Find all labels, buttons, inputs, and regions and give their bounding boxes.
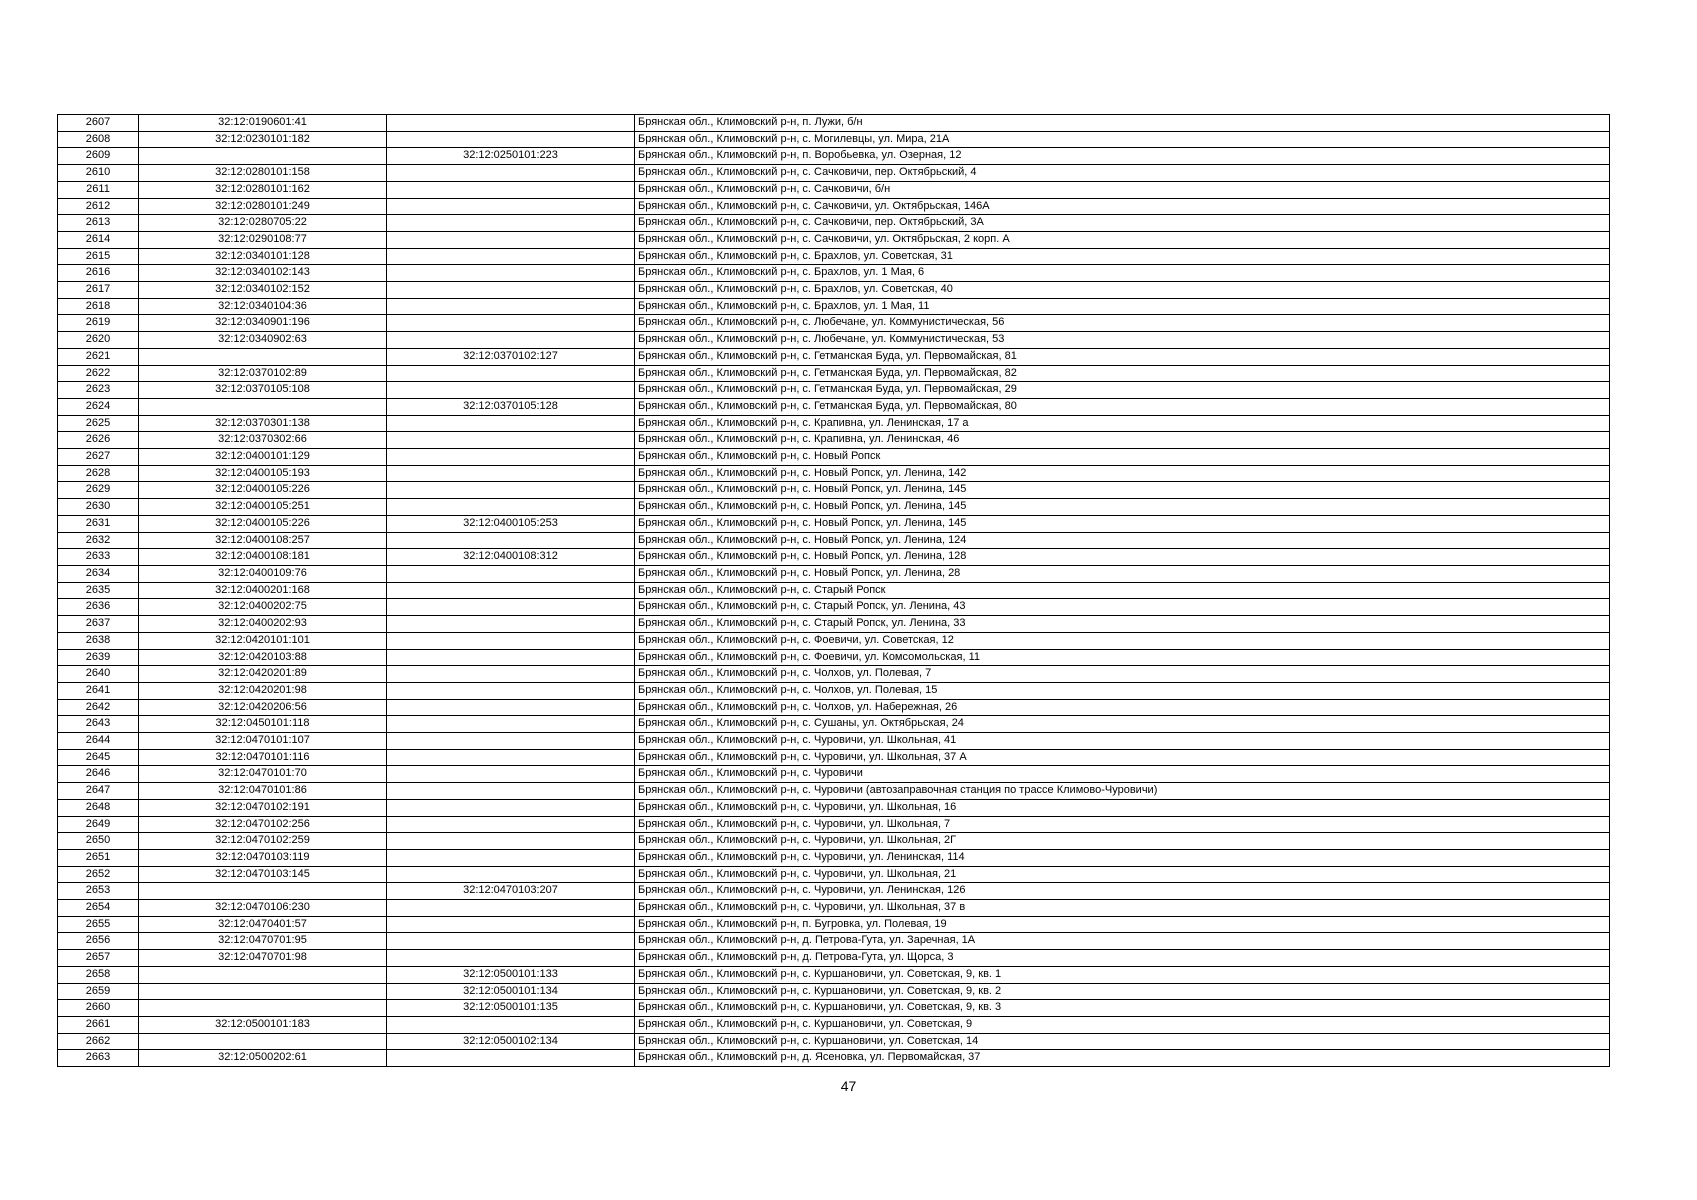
- page-number: 47: [840, 1078, 857, 1094]
- address-cell: Брянская обл., Климовский р-н, с. Сушаны, ул. Октябрьская, 24: [635, 716, 1610, 733]
- cadastral-number-2-cell: [387, 749, 635, 766]
- address-cell: Брянская обл., Климовский р-н, с. Чуровичи, ул. Школьная, 2Г: [635, 833, 1610, 850]
- address-cell: Брянская обл., Климовский р-н, с. Старый Ропск, ул. Ленина, 43: [635, 599, 1610, 616]
- row-number-cell: 2647: [58, 783, 139, 800]
- cadastral-number-cell: 32:12:0280705:22: [139, 215, 387, 232]
- cadastral-number-2-cell: [387, 198, 635, 215]
- cadastral-number-cell: 32:12:0420201:98: [139, 682, 387, 699]
- cadastral-number-2-cell: [387, 332, 635, 349]
- table-row: [58, 532, 1610, 549]
- cadastral-number-2-cell: [387, 415, 635, 432]
- cadastral-number-2-cell: 32:12:0250101:223: [387, 148, 635, 165]
- cadastral-number-2-cell: 32:12:0370102:127: [387, 348, 635, 365]
- address-cell: Брянская обл., Климовский р-н, с. Чуровичи, ул. Школьная, 37 А: [635, 749, 1610, 766]
- address-cell: Брянская обл., Климовский р-н, с. Фоевичи, ул. Комсомольская, 11: [635, 649, 1610, 666]
- row-number-cell: 2640: [58, 666, 139, 683]
- address-cell: Брянская обл., Климовский р-н, с. Гетманская Буда, ул. Первомайская, 82: [635, 365, 1610, 382]
- address-cell: Брянская обл., Климовский р-н, с. Брахлов, ул. Советская, 31: [635, 248, 1610, 265]
- address-cell: Брянская обл., Климовский р-н, с. Новый Ропск, ул. Ленина, 128: [635, 549, 1610, 566]
- row-number-cell: 2642: [58, 699, 139, 716]
- address-cell: Брянская обл., Климовский р-н, с. Гетманская Буда, ул. Первомайская, 80: [635, 398, 1610, 415]
- table-row: [58, 398, 1610, 415]
- row-number-cell: 2656: [58, 933, 139, 950]
- row-number-cell: 2622: [58, 365, 139, 382]
- address-cell: Брянская обл., Климовский р-н, с. Старый Ропск, ул. Ленина, 33: [635, 616, 1610, 633]
- table-row: [58, 298, 1610, 315]
- cadastral-number-2-cell: [387, 315, 635, 332]
- cadastral-number-2-cell: 32:12:0400105:253: [387, 515, 635, 532]
- address-cell: Брянская обл., Климовский р-н, с. Чуровичи, ул. Школьная, 21: [635, 866, 1610, 883]
- table-row: [58, 365, 1610, 382]
- address-cell: Брянская обл., Климовский р-н, с. Брахлов, ул. 1 Мая, 6: [635, 265, 1610, 282]
- cadastral-number-2-cell: 32:12:0500101:134: [387, 983, 635, 1000]
- table-row: [58, 983, 1610, 1000]
- cadastral-number-cell: 32:12:0470102:259: [139, 833, 387, 850]
- address-cell: Брянская обл., Климовский р-н, с. Новый Ропск, ул. Ленина, 145: [635, 515, 1610, 532]
- table-row: [58, 916, 1610, 933]
- address-cell: Брянская обл., Климовский р-н, с. Куршановичи, ул. Советская, 9, кв. 1: [635, 966, 1610, 983]
- address-cell: Брянская обл., Климовский р-н, с. Брахлов, ул. Советская, 40: [635, 282, 1610, 299]
- cadastral-number-cell: 32:12:0470103:145: [139, 866, 387, 883]
- table-row: [58, 382, 1610, 399]
- cadastral-number-2-cell: [387, 532, 635, 549]
- address-cell: Брянская обл., Климовский р-н, с. Брахлов, ул. 1 Мая, 11: [635, 298, 1610, 315]
- row-number-cell: 2615: [58, 248, 139, 265]
- table-row: [58, 282, 1610, 299]
- cadastral-number-cell: 32:12:0470102:191: [139, 799, 387, 816]
- cadastral-number-cell: 32:12:0340902:63: [139, 332, 387, 349]
- table-row: [58, 231, 1610, 248]
- cadastral-number-cell: 32:12:0340104:36: [139, 298, 387, 315]
- cadastral-number-cell: 32:12:0400108:181: [139, 549, 387, 566]
- table-row: [58, 1050, 1610, 1067]
- address-cell: Брянская обл., Климовский р-н, с. Куршановичи, ул. Советская, 14: [635, 1033, 1610, 1050]
- table-row: [58, 900, 1610, 917]
- cadastral-number-cell: 32:12:0470101:86: [139, 783, 387, 800]
- row-number-cell: 2616: [58, 265, 139, 282]
- cadastral-number-cell: 32:12:0500202:61: [139, 1050, 387, 1067]
- cadastral-number-2-cell: [387, 632, 635, 649]
- row-number-cell: 2614: [58, 231, 139, 248]
- cadastral-number-cell: 32:12:0400202:93: [139, 616, 387, 633]
- address-cell: Брянская обл., Климовский р-н, с. Чолхов, ул. Набережная, 26: [635, 699, 1610, 716]
- cadastral-number-2-cell: [387, 933, 635, 950]
- cadastral-number-cell: [139, 348, 387, 365]
- table-row: [58, 933, 1610, 950]
- table-row: [58, 198, 1610, 215]
- cadastral-number-2-cell: [387, 950, 635, 967]
- cadastral-number-2-cell: [387, 231, 635, 248]
- address-cell: Брянская обл., Климовский р-н, д. Петрова-Гута, ул. Заречная, 1А: [635, 933, 1610, 950]
- cadastral-number-2-cell: [387, 1016, 635, 1033]
- cadastral-number-cell: [139, 398, 387, 415]
- cadastral-number-cell: [139, 983, 387, 1000]
- table-row: [58, 215, 1610, 232]
- row-number-cell: 2632: [58, 532, 139, 549]
- cadastral-number-cell: 32:12:0500101:183: [139, 1016, 387, 1033]
- cadastral-number-2-cell: [387, 783, 635, 800]
- table-row: [58, 783, 1610, 800]
- cadastral-number-cell: 32:12:0280101:162: [139, 181, 387, 198]
- address-cell: Брянская обл., Климовский р-н, д. Петрова-Гута, ул. Щорса, 3: [635, 950, 1610, 967]
- cadastral-number-2-cell: 32:12:0500101:133: [387, 966, 635, 983]
- address-cell: Брянская обл., Климовский р-н, с. Чуровичи (автозаправочная станция по трассе Климово-Чуровичи): [635, 783, 1610, 800]
- table-row: [58, 716, 1610, 733]
- cadastral-number-2-cell: [387, 365, 635, 382]
- address-cell: Брянская обл., Климовский р-н, с. Куршановичи, ул. Советская, 9: [635, 1016, 1610, 1033]
- cadastral-number-2-cell: [387, 248, 635, 265]
- cadastral-number-2-cell: [387, 565, 635, 582]
- row-number-cell: 2619: [58, 315, 139, 332]
- row-number-cell: 2652: [58, 866, 139, 883]
- row-number-cell: 2650: [58, 833, 139, 850]
- row-number-cell: 2617: [58, 282, 139, 299]
- address-cell: Брянская обл., Климовский р-н, с. Куршановичи, ул. Советская, 9, кв. 2: [635, 983, 1610, 1000]
- table-row: [58, 499, 1610, 516]
- row-number-cell: 2659: [58, 983, 139, 1000]
- table-row: [58, 816, 1610, 833]
- row-number-cell: 2636: [58, 599, 139, 616]
- cadastral-number-2-cell: [387, 649, 635, 666]
- cadastral-number-2-cell: [387, 482, 635, 499]
- cadastral-number-cell: 32:12:0450101:118: [139, 716, 387, 733]
- address-cell: Брянская обл., Климовский р-н, с. Новый Ропск, ул. Ленина, 142: [635, 465, 1610, 482]
- table-row: [58, 682, 1610, 699]
- table-row: [58, 565, 1610, 582]
- table-row: [58, 248, 1610, 265]
- row-number-cell: 2649: [58, 816, 139, 833]
- table-row: [58, 599, 1610, 616]
- table-row: [58, 131, 1610, 148]
- cadastral-number-2-cell: [387, 599, 635, 616]
- address-cell: Брянская обл., Климовский р-н, с. Новый Ропск, ул. Ленина, 145: [635, 482, 1610, 499]
- cadastral-number-2-cell: [387, 499, 635, 516]
- cadastral-number-2-cell: [387, 666, 635, 683]
- cadastral-number-cell: 32:12:0370105:108: [139, 382, 387, 399]
- table-row: [58, 1033, 1610, 1050]
- table-row: [58, 632, 1610, 649]
- cadastral-number-cell: 32:12:0470101:70: [139, 766, 387, 783]
- address-cell: Брянская обл., Климовский р-н, с. Сачковичи, ул. Октябрьская, 2 корп. А: [635, 231, 1610, 248]
- row-number-cell: 2653: [58, 883, 139, 900]
- cadastral-number-2-cell: [387, 465, 635, 482]
- cadastral-number-cell: 32:12:0470701:95: [139, 933, 387, 950]
- row-number-cell: 2662: [58, 1033, 139, 1050]
- table-row: [58, 883, 1610, 900]
- row-number-cell: 2637: [58, 616, 139, 633]
- cadastral-number-cell: 32:12:0400105:193: [139, 465, 387, 482]
- address-cell: Брянская обл., Климовский р-н, с. Чолхов, ул. Полевая, 15: [635, 682, 1610, 699]
- cadastral-number-2-cell: 32:12:0400108:312: [387, 549, 635, 566]
- table-row: [58, 733, 1610, 750]
- cadastral-number-cell: 32:12:0400101:129: [139, 449, 387, 466]
- cadastral-number-cell: 32:12:0470701:98: [139, 950, 387, 967]
- cadastral-number-2-cell: [387, 165, 635, 182]
- cadastral-number-cell: 32:12:0420206:56: [139, 699, 387, 716]
- row-number-cell: 2627: [58, 449, 139, 466]
- row-number-cell: 2611: [58, 181, 139, 198]
- table-row: [58, 866, 1610, 883]
- row-number-cell: 2621: [58, 348, 139, 365]
- cadastral-number-2-cell: [387, 382, 635, 399]
- cadastral-number-2-cell: [387, 849, 635, 866]
- row-number-cell: 2610: [58, 165, 139, 182]
- cadastral-number-cell: 32:12:0400108:257: [139, 532, 387, 549]
- row-number-cell: 2613: [58, 215, 139, 232]
- row-number-cell: 2644: [58, 733, 139, 750]
- address-cell: Брянская обл., Климовский р-н, с. Гетманская Буда, ул. Первомайская, 29: [635, 382, 1610, 399]
- row-number-cell: 2646: [58, 766, 139, 783]
- cadastral-number-cell: [139, 966, 387, 983]
- row-number-cell: 2658: [58, 966, 139, 983]
- cadastral-number-cell: 32:12:0400105:226: [139, 482, 387, 499]
- row-number-cell: 2623: [58, 382, 139, 399]
- table-row: [58, 449, 1610, 466]
- row-number-cell: 2638: [58, 632, 139, 649]
- address-cell: Брянская обл., Климовский р-н, с. Новый Ропск, ул. Ленина, 28: [635, 565, 1610, 582]
- cadastral-number-cell: 32:12:0470102:256: [139, 816, 387, 833]
- row-number-cell: 2618: [58, 298, 139, 315]
- address-cell: Брянская обл., Климовский р-н, с. Чуровичи, ул. Ленинская, 126: [635, 883, 1610, 900]
- cadastral-number-2-cell: [387, 298, 635, 315]
- table-row: [58, 799, 1610, 816]
- table-row: [58, 432, 1610, 449]
- address-cell: Брянская обл., Климовский р-н, с. Чуровичи: [635, 766, 1610, 783]
- cadastral-number-cell: 32:12:0400202:75: [139, 599, 387, 616]
- cadastral-number-cell: 32:12:0420103:88: [139, 649, 387, 666]
- address-cell: Брянская обл., Климовский р-н, с. Куршановичи, ул. Советская, 9, кв. 3: [635, 1000, 1610, 1017]
- row-number-cell: 2624: [58, 398, 139, 415]
- cadastral-number-cell: 32:12:0340102:143: [139, 265, 387, 282]
- cadastral-number-2-cell: [387, 682, 635, 699]
- table-row: [58, 1000, 1610, 1017]
- address-cell: Брянская обл., Климовский р-н, д. Ясеновка, ул. Первомайская, 37: [635, 1050, 1610, 1067]
- cadastral-number-2-cell: [387, 799, 635, 816]
- cadastral-number-cell: 32:12:0340901:196: [139, 315, 387, 332]
- table-row: [58, 833, 1610, 850]
- row-number-cell: 2641: [58, 682, 139, 699]
- cadastral-number-2-cell: [387, 282, 635, 299]
- cadastral-number-cell: 32:12:0340101:128: [139, 248, 387, 265]
- table-row: [58, 265, 1610, 282]
- cadastral-number-cell: 32:12:0190601:41: [139, 115, 387, 132]
- table-row: [58, 616, 1610, 633]
- table-body: [58, 115, 1610, 1067]
- table-row: [58, 950, 1610, 967]
- address-cell: Брянская обл., Климовский р-н, с. Старый Ропск: [635, 582, 1610, 599]
- cadastral-number-cell: 32:12:0420201:89: [139, 666, 387, 683]
- cadastral-number-cell: 32:12:0340102:152: [139, 282, 387, 299]
- cadastral-number-2-cell: [387, 582, 635, 599]
- cadastral-number-cell: 32:12:0470401:57: [139, 916, 387, 933]
- row-number-cell: 2654: [58, 900, 139, 917]
- cadastral-number-cell: 32:12:0400105:251: [139, 499, 387, 516]
- cadastral-number-2-cell: [387, 131, 635, 148]
- cadastral-number-cell: 32:12:0370102:89: [139, 365, 387, 382]
- address-cell: Брянская обл., Климовский р-н, с. Крапивна, ул. Ленинская, 46: [635, 432, 1610, 449]
- row-number-cell: 2630: [58, 499, 139, 516]
- table-row: [58, 1016, 1610, 1033]
- cadastral-number-2-cell: [387, 733, 635, 750]
- cadastral-number-cell: 32:12:0280101:249: [139, 198, 387, 215]
- cadastral-number-cell: 32:12:0280101:158: [139, 165, 387, 182]
- cadastral-number-2-cell: [387, 699, 635, 716]
- row-number-cell: 2648: [58, 799, 139, 816]
- cadastral-number-cell: 32:12:0370301:138: [139, 415, 387, 432]
- address-cell: Брянская обл., Климовский р-н, с. Любечане, ул. Коммунистическая, 56: [635, 315, 1610, 332]
- cadastral-number-cell: 32:12:0470106:230: [139, 900, 387, 917]
- cadastral-number-2-cell: 32:12:0370105:128: [387, 398, 635, 415]
- address-cell: Брянская обл., Климовский р-н, с. Любечане, ул. Коммунистическая, 53: [635, 332, 1610, 349]
- address-cell: Брянская обл., Климовский р-н, с. Фоевичи, ул. Советская, 12: [635, 632, 1610, 649]
- address-cell: Брянская обл., Климовский р-н, с. Гетманская Буда, ул. Первомайская, 81: [635, 348, 1610, 365]
- table-row: [58, 515, 1610, 532]
- address-cell: Брянская обл., Климовский р-н, с. Чуровичи, ул. Ленинская, 114: [635, 849, 1610, 866]
- table-row: [58, 181, 1610, 198]
- cadastral-number-cell: [139, 1033, 387, 1050]
- cadastral-number-2-cell: [387, 833, 635, 850]
- row-number-cell: 2657: [58, 950, 139, 967]
- address-cell: Брянская обл., Климовский р-н, с. Чуровичи, ул. Школьная, 16: [635, 799, 1610, 816]
- row-number-cell: 2661: [58, 1016, 139, 1033]
- row-number-cell: 2607: [58, 115, 139, 132]
- table-row: [58, 115, 1610, 132]
- table-row: [58, 465, 1610, 482]
- address-cell: Брянская обл., Климовский р-н, с. Могилевцы, ул. Мира, 21А: [635, 131, 1610, 148]
- cadastral-number-cell: [139, 883, 387, 900]
- address-cell: Брянская обл., Климовский р-н, с. Сачковичи, б/н: [635, 181, 1610, 198]
- cadastral-number-2-cell: 32:12:0470103:207: [387, 883, 635, 900]
- address-cell: Брянская обл., Климовский р-н, с. Новый Ропск, ул. Ленина, 145: [635, 499, 1610, 516]
- address-cell: Брянская обл., Климовский р-н, с. Чуровичи, ул. Школьная, 41: [635, 733, 1610, 750]
- row-number-cell: 2651: [58, 849, 139, 866]
- address-cell: Брянская обл., Климовский р-н, п. Воробьевка, ул. Озерная, 12: [635, 148, 1610, 165]
- cadastral-number-cell: 32:12:0400109:76: [139, 565, 387, 582]
- cadastral-number-cell: 32:12:0420101:101: [139, 632, 387, 649]
- cadastral-number-cell: 32:12:0470101:107: [139, 733, 387, 750]
- row-number-cell: 2631: [58, 515, 139, 532]
- address-cell: Брянская обл., Климовский р-н, с. Сачковичи, пер. Октябрьский, 4: [635, 165, 1610, 182]
- table-row: [58, 482, 1610, 499]
- cadastral-number-2-cell: [387, 900, 635, 917]
- row-number-cell: 2626: [58, 432, 139, 449]
- address-cell: Брянская обл., Климовский р-н, п. Лужи, б/н: [635, 115, 1610, 132]
- cadastral-number-cell: 32:12:0470101:116: [139, 749, 387, 766]
- address-cell: Брянская обл., Климовский р-н, с. Чуровичи, ул. Школьная, 7: [635, 816, 1610, 833]
- cadastral-number-2-cell: [387, 866, 635, 883]
- table-row: [58, 315, 1610, 332]
- cadastral-number-2-cell: [387, 1050, 635, 1067]
- table-row: [58, 582, 1610, 599]
- cadastral-number-cell: 32:12:0470103:119: [139, 849, 387, 866]
- row-number-cell: 2629: [58, 482, 139, 499]
- address-cell: Брянская обл., Климовский р-н, с. Чолхов, ул. Полевая, 7: [635, 666, 1610, 683]
- cadastral-number-2-cell: 32:12:0500101:135: [387, 1000, 635, 1017]
- cadastral-number-cell: [139, 148, 387, 165]
- cadastral-number-2-cell: [387, 215, 635, 232]
- row-number-cell: 2660: [58, 1000, 139, 1017]
- cadastral-number-2-cell: [387, 181, 635, 198]
- row-number-cell: 2620: [58, 332, 139, 349]
- table-row: [58, 332, 1610, 349]
- cadastral-number-cell: 32:12:0230101:182: [139, 131, 387, 148]
- cadastral-number-2-cell: [387, 449, 635, 466]
- row-number-cell: 2635: [58, 582, 139, 599]
- cadastral-number-2-cell: [387, 816, 635, 833]
- address-cell: Брянская обл., Климовский р-н, с. Новый Ропск, ул. Ленина, 124: [635, 532, 1610, 549]
- cadastral-number-2-cell: [387, 916, 635, 933]
- cadastral-number-2-cell: [387, 716, 635, 733]
- row-number-cell: 2655: [58, 916, 139, 933]
- row-number-cell: 2609: [58, 148, 139, 165]
- cadastral-number-cell: 32:12:0290108:77: [139, 231, 387, 248]
- address-cell: Брянская обл., Климовский р-н, с. Чуровичи, ул. Школьная, 37 в: [635, 900, 1610, 917]
- table-row: [58, 165, 1610, 182]
- row-number-cell: 2643: [58, 716, 139, 733]
- cadastral-number-2-cell: [387, 115, 635, 132]
- table-row: [58, 348, 1610, 365]
- table-row: [58, 415, 1610, 432]
- row-number-cell: 2612: [58, 198, 139, 215]
- address-cell: Брянская обл., Климовский р-н, с. Крапивна, ул. Ленинская, 17 а: [635, 415, 1610, 432]
- address-cell: Брянская обл., Климовский р-н, с. Новый Ропск: [635, 449, 1610, 466]
- cadastral-number-2-cell: [387, 766, 635, 783]
- row-number-cell: 2625: [58, 415, 139, 432]
- row-number-cell: 2633: [58, 549, 139, 566]
- cadastral-number-2-cell: [387, 265, 635, 282]
- property-table: [57, 114, 1610, 1067]
- table-row: [58, 649, 1610, 666]
- row-number-cell: 2645: [58, 749, 139, 766]
- table-row: [58, 549, 1610, 566]
- cadastral-number-cell: 32:12:0400105:226: [139, 515, 387, 532]
- table-row: [58, 749, 1610, 766]
- row-number-cell: 2608: [58, 131, 139, 148]
- cadastral-number-cell: 32:12:0400201:168: [139, 582, 387, 599]
- table-row: [58, 966, 1610, 983]
- cadastral-number-2-cell: 32:12:0500102:134: [387, 1033, 635, 1050]
- row-number-cell: 2628: [58, 465, 139, 482]
- cadastral-number-cell: [139, 1000, 387, 1017]
- address-cell: Брянская обл., Климовский р-н, п. Бугровка, ул. Полевая, 19: [635, 916, 1610, 933]
- row-number-cell: 2639: [58, 649, 139, 666]
- row-number-cell: 2663: [58, 1050, 139, 1067]
- table-row: [58, 148, 1610, 165]
- table-row: [58, 766, 1610, 783]
- cadastral-number-cell: 32:12:0370302:66: [139, 432, 387, 449]
- table-row: [58, 699, 1610, 716]
- cadastral-number-2-cell: [387, 432, 635, 449]
- address-cell: Брянская обл., Климовский р-н, с. Сачковичи, пер. Октябрьский, 3А: [635, 215, 1610, 232]
- cadastral-number-2-cell: [387, 616, 635, 633]
- table-row: [58, 666, 1610, 683]
- row-number-cell: 2634: [58, 565, 139, 582]
- address-cell: Брянская обл., Климовский р-н, с. Сачковичи, ул. Октябрьская, 146А: [635, 198, 1610, 215]
- table-row: [58, 849, 1610, 866]
